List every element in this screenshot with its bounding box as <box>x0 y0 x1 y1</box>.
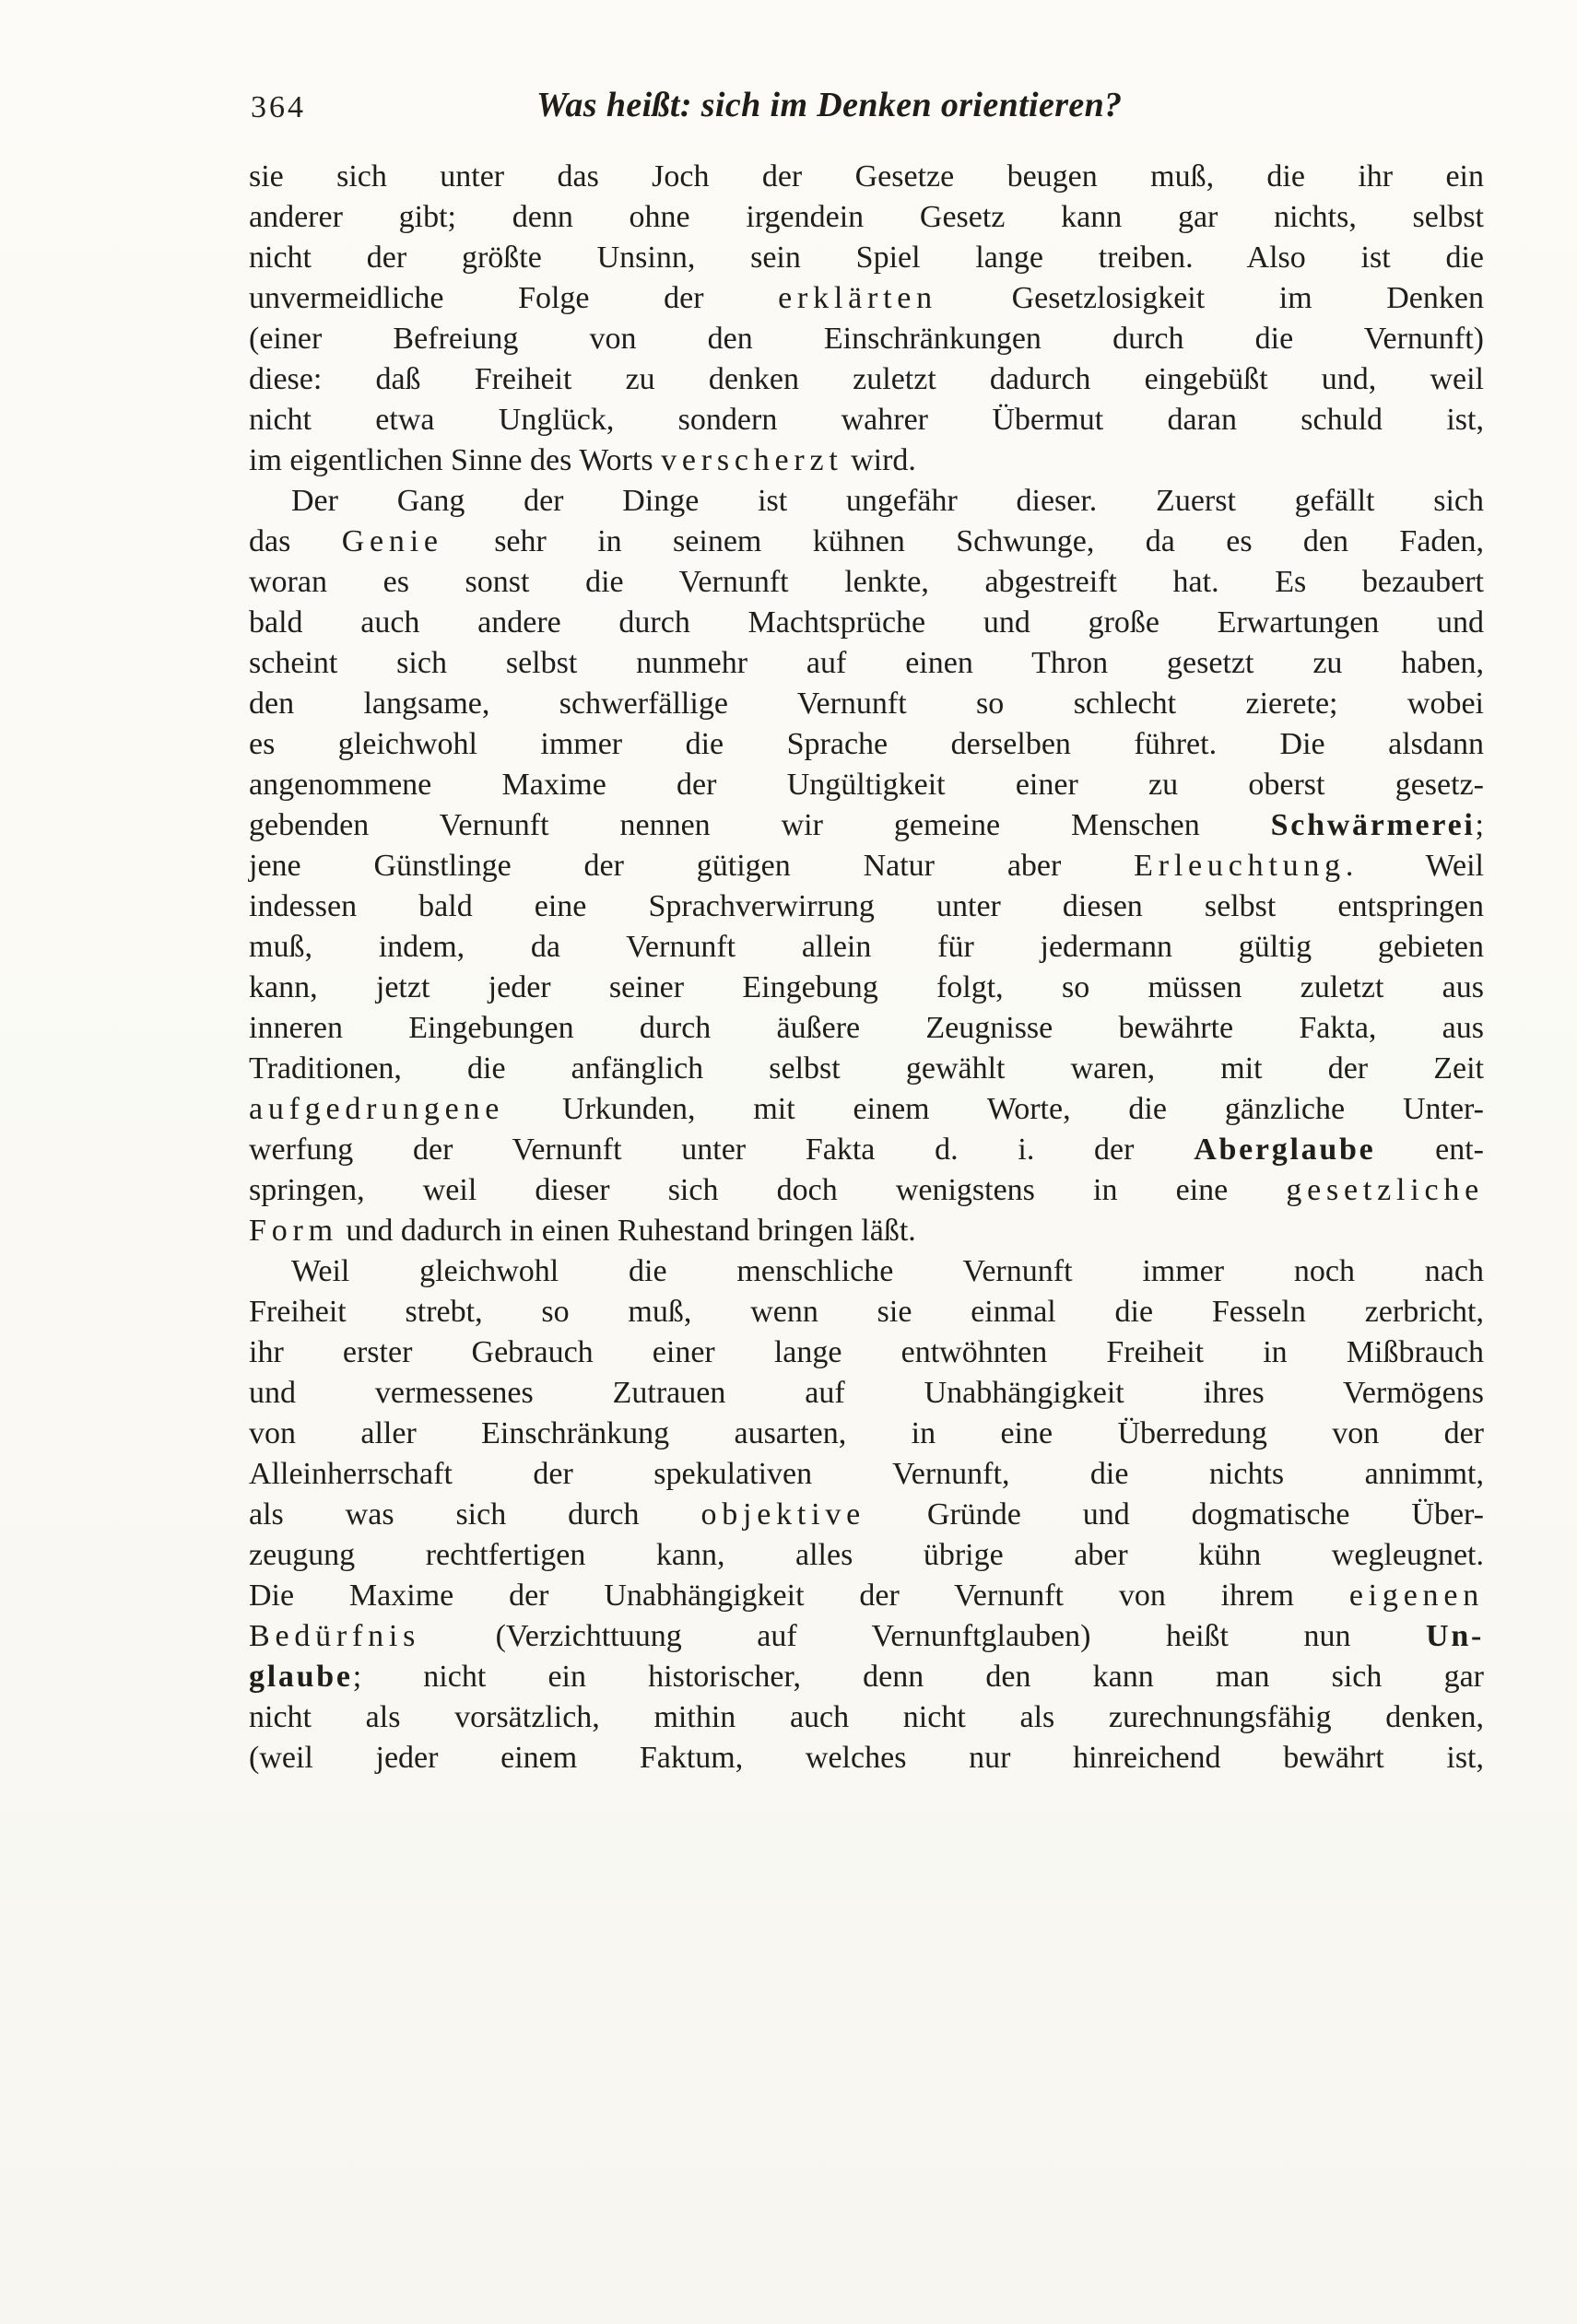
emphasis-letterspaced: Bedürfnis <box>249 1619 421 1653</box>
text-line <box>249 603 1484 643</box>
text-line <box>249 157 1484 197</box>
text-segment: . Weil <box>1345 849 1484 883</box>
text-line <box>249 927 1484 968</box>
text-line <box>249 1616 1484 1657</box>
running-title: Was heißt: sich im Denken orientieren? <box>536 86 1123 124</box>
text-line <box>249 562 1484 603</box>
text-line <box>249 197 1484 238</box>
emphasis-letterspaced: Erleuchtung <box>1134 849 1346 883</box>
text-segment: anderer gibt; denn ohne irgendein Gesetz kann gar nichts, selbst <box>249 200 1484 234</box>
paragraph <box>249 157 1484 481</box>
text-segment: jene Günstlinge der gütigen Natur aber <box>249 849 1135 883</box>
text-line <box>249 1292 1484 1332</box>
text-line <box>249 805 1484 846</box>
text-line <box>249 1535 1484 1576</box>
text-line <box>249 846 1484 886</box>
text-line <box>249 1211 1484 1251</box>
text-line <box>249 968 1484 1008</box>
text-segment: von aller Einschränkung ausarten, in eine Überredung von der <box>249 1416 1484 1450</box>
text-segment: indessen bald eine Sprachverwirrung unter diesen selbst entspringen <box>249 889 1484 923</box>
emphasis-letterspaced: eigenen <box>1348 1579 1484 1613</box>
emphasis-letterspaced: erklärten <box>778 281 937 315</box>
text-segment: und dadurch in einen Ruhestand bringen läßt. <box>337 1214 916 1248</box>
text-segment: Traditionen, die anfänglich selbst gewählt waren, mit der Zeit <box>249 1051 1484 1086</box>
text-segment: ; nicht ein historischer, denn den kann man sich gar <box>352 1660 1484 1694</box>
text-segment: den langsame, schwerfällige Vernunft so schlecht zierete; wobei <box>249 687 1484 721</box>
emphasis-bold: Un- <box>1426 1619 1484 1653</box>
text-line <box>249 684 1484 724</box>
text-segment: Gründe und dogmatische Über- <box>865 1497 1485 1532</box>
paragraph <box>249 481 1484 1251</box>
text-segment: als was sich durch <box>249 1497 701 1532</box>
text-segment: bald auch andere durch Machtsprüche und große Erwartungen und <box>249 605 1484 640</box>
text-segment: nicht der größte Unsinn, sein Spiel lange treiben. Also ist die <box>249 241 1484 275</box>
emphasis-letterspaced: aufgedrungene <box>249 1092 505 1126</box>
text-segment: woran es sonst die Vernunft lenkte, abgestreift hat. Es bezaubert <box>249 565 1484 599</box>
text-line <box>249 1170 1484 1211</box>
emphasis-letterspaced: verscherzt <box>661 443 843 477</box>
paragraph <box>249 1251 1484 1778</box>
page-header <box>249 85 1484 133</box>
text-segment: und vermessenes Zutrauen auf Unabhängigkeit ihres Vermögens <box>249 1376 1484 1410</box>
text-segment: muß, indem, da Vernunft allein für jedermann gültig gebieten <box>249 930 1484 964</box>
text-line <box>249 1414 1484 1454</box>
text-line <box>249 319 1484 359</box>
text-segment: gebenden Vernunft nennen wir gemeine Menschen <box>249 808 1271 842</box>
text-segment: im eigentlichen Sinne des Worts <box>249 443 662 477</box>
text-segment: springen, weil dieser sich doch wenigstens in eine <box>249 1173 1287 1207</box>
page-number: 364 <box>251 90 306 124</box>
text-line <box>249 1332 1484 1373</box>
text-line <box>249 1251 1484 1292</box>
text-line <box>249 400 1484 440</box>
text-segment: werfung der Vernunft unter Fakta d. i. der <box>249 1133 1195 1167</box>
text-segment: Freiheit strebt, so muß, wenn sie einmal die Fesseln zerbricht, <box>249 1295 1484 1329</box>
text-segment: Gesetzlosigkeit im Denken <box>936 281 1484 315</box>
text-line <box>249 1130 1484 1170</box>
text-line <box>249 440 1484 481</box>
text-line <box>249 1089 1484 1130</box>
text-segment: inneren Eingebungen durch äußere Zeugnisse bewährte Fakta, aus <box>249 1011 1484 1045</box>
text-line <box>249 359 1484 400</box>
text-line <box>249 1495 1484 1535</box>
text-segment: unvermeidliche Folge der <box>249 281 779 315</box>
emphasis-bold: glaube <box>249 1660 353 1694</box>
text-line <box>249 1373 1484 1414</box>
text-block <box>249 157 1484 1778</box>
text-line <box>249 1697 1484 1738</box>
text-segment: wird. <box>842 443 916 477</box>
emphasis-letterspaced: Genie <box>341 524 443 558</box>
emphasis-letterspaced: gesetzliche <box>1286 1173 1484 1207</box>
text-line <box>249 238 1484 278</box>
text-segment: (weil jeder einem Faktum, welches nur hinreichend bewährt ist, <box>249 1741 1484 1775</box>
emphasis-bold: Schwärmerei <box>1270 808 1476 842</box>
text-segment: nicht etwa Unglück, sondern wahrer Übermut daran schuld ist, <box>249 403 1484 437</box>
text-segment: angenommene Maxime der Ungültigkeit einer zu oberst gesetz- <box>249 768 1484 802</box>
text-segment: ; <box>1475 808 1484 842</box>
text-segment: scheint sich selbst nunmehr auf einen Thron gesetzt zu haben, <box>249 646 1484 680</box>
text-segment: Die Maxime der Unabhängigkeit der Vernunft von ihrem <box>249 1579 1349 1613</box>
text-line <box>249 886 1484 927</box>
text-segment: ent- <box>1375 1133 1485 1167</box>
text-line <box>249 1008 1484 1049</box>
text-segment: Urkunden, mit einem Worte, die gänzliche Unter- <box>504 1092 1484 1126</box>
text-segment: (einer Befreiung von den Einschränkungen durch die Vernunft) <box>249 322 1484 356</box>
text-line <box>249 522 1484 562</box>
text-line <box>249 1738 1484 1778</box>
text-segment: kann, jetzt jeder seiner Eingebung folgt, so müssen zuletzt aus <box>249 970 1484 1004</box>
text-segment: Alleinherrschaft der spekulativen Vernunft, die nichts annimmt, <box>249 1457 1484 1491</box>
text-segment: (Verzichttuung auf Vernunftglauben) heißt nun <box>420 1619 1427 1653</box>
text-line <box>249 1454 1484 1495</box>
text-line <box>249 765 1484 805</box>
text-line <box>249 1576 1484 1616</box>
text-segment: Der Gang der Dinge ist ungefähr dieser. Zuerst gefällt sich <box>291 484 1484 518</box>
text-segment: ihr erster Gebrauch einer lange entwöhnten Freiheit in Mißbrauch <box>249 1335 1484 1369</box>
text-line <box>249 481 1484 522</box>
emphasis-bold: Aberglaube <box>1194 1133 1376 1167</box>
text-line <box>249 643 1484 684</box>
text-segment: nicht als vorsätzlich, mithin auch nicht als zurechnungsfähig denken, <box>249 1700 1484 1734</box>
text-segment: es gleichwohl immer die Sprache derselben führet. Die alsdann <box>249 727 1484 761</box>
text-line <box>249 278 1484 319</box>
text-segment: diese: daß Freiheit zu denken zuletzt dadurch eingebüßt und, weil <box>249 362 1484 396</box>
text-segment: Weil gleichwohl die menschliche Vernunft immer noch nach <box>291 1254 1484 1288</box>
emphasis-letterspaced: objektive <box>700 1497 865 1532</box>
page-content <box>249 85 1484 1778</box>
text-segment: sehr in seinem kühnen Schwunge, da es den Faden, <box>442 524 1484 558</box>
text-line <box>249 1049 1484 1089</box>
text-segment: zeugung rechtfertigen kann, alles übrige aber kühn wegleugnet. <box>249 1538 1484 1572</box>
text-segment: das <box>249 524 342 558</box>
text-line <box>249 1657 1484 1697</box>
text-segment: sie sich unter das Joch der Gesetze beugen muß, die ihr ein <box>249 159 1484 194</box>
text-line <box>249 724 1484 765</box>
emphasis-letterspaced: Form <box>249 1214 338 1248</box>
